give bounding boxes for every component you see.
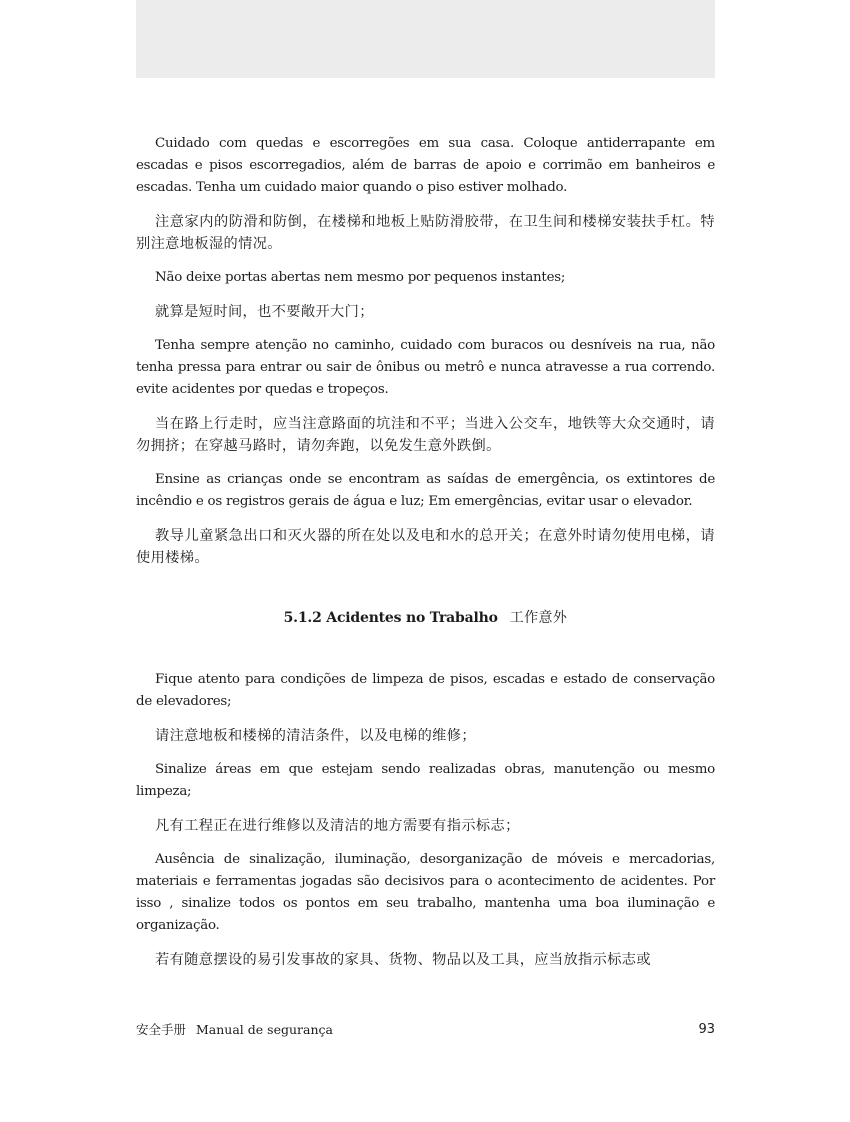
paragraph: 教导儿童紧急出口和灭火器的所在处以及电和水的总开关；在意外时请勿使用电梯，请使用楼梯。 xyxy=(136,528,715,566)
paragraph: Cuidado com quedas e escorregões em sua casa. Coloque antiderrapante em escadas e pisos escorregadios, além de barras de apoio e corrimão em banheiros e escadas. Tenha um cuidado maior quando o piso estiver molhado. xyxy=(136,136,715,195)
section-heading-pt: 5.1.2 Acidentes no Trabalho xyxy=(283,610,498,626)
paragraph: Ensine as crianças onde se encontram as saídas de emergência, os extintores de incêndio e os registros gerais de água e luz; Em emergências, evitar usar o elevador. xyxy=(136,472,715,509)
paragraph: 就算是短时间，也不要敞开大门； xyxy=(155,304,374,320)
paragraph: Fique atento para condições de limpeza de pisos, escadas e estado de conservação de elevadores; xyxy=(136,672,715,709)
footer-title-pt: Manual de segurança xyxy=(196,1022,333,1037)
paragraph: 请注意地板和楼梯的清洁条件，以及电梯的维修； xyxy=(155,728,476,744)
paragraph: 注意家内的防滑和防倒，在楼梯和地板上贴防滑胶带，在卫生间和楼梯安装扶手杠。特别注意地板湿的情况。 xyxy=(136,214,715,252)
paragraph: Não deixe portas abertas nem mesmo por pequenos instantes; xyxy=(155,270,566,285)
footer-title-zh: 安全手册 xyxy=(136,1022,187,1037)
paragraph: Ausência de sinalização, iluminação, desorganização de móveis e mercadorias, materiais e ferramentas jogadas são decisivos para o acontecimento de acidentes. Por isso , sinalize todos os pontos em seu trabalho, mantenha uma boa iluminação e organização. xyxy=(136,852,715,933)
paragraph: Tenha sempre atenção no caminho, cuidado com buracos ou desníveis na rua, não tenha pressa para entrar ou sair de ônibus ou metrô e nunca atravesse a rua correndo. evite acidentes por quedas e tropeços. xyxy=(136,338,715,397)
paragraph: 若有随意摆设的易引发事故的家具、货物、物品以及工具，应当放指示标志或 xyxy=(155,952,651,968)
section-heading xyxy=(136,607,715,629)
page-content xyxy=(136,133,715,983)
paragraph: 凡有工程正在进行维修以及清洁的地方需要有指示标志； xyxy=(155,818,520,834)
header-image-placeholder xyxy=(136,0,715,78)
page-number: 93 xyxy=(698,1022,715,1037)
section-heading-zh: 工作意外 xyxy=(509,610,568,626)
paragraph: Sinalize áreas em que estejam sendo realizadas obras, manutenção ou mesmo limpeza; xyxy=(136,762,715,799)
page-footer xyxy=(136,1020,715,1040)
paragraph: 当在路上行走时，应当注意路面的坑洼和不平；当进入公交车，地铁等大众交通时，请勿拥挤；在穿越马路时，请勿奔跑，以免发生意外跌倒。 xyxy=(136,416,715,454)
